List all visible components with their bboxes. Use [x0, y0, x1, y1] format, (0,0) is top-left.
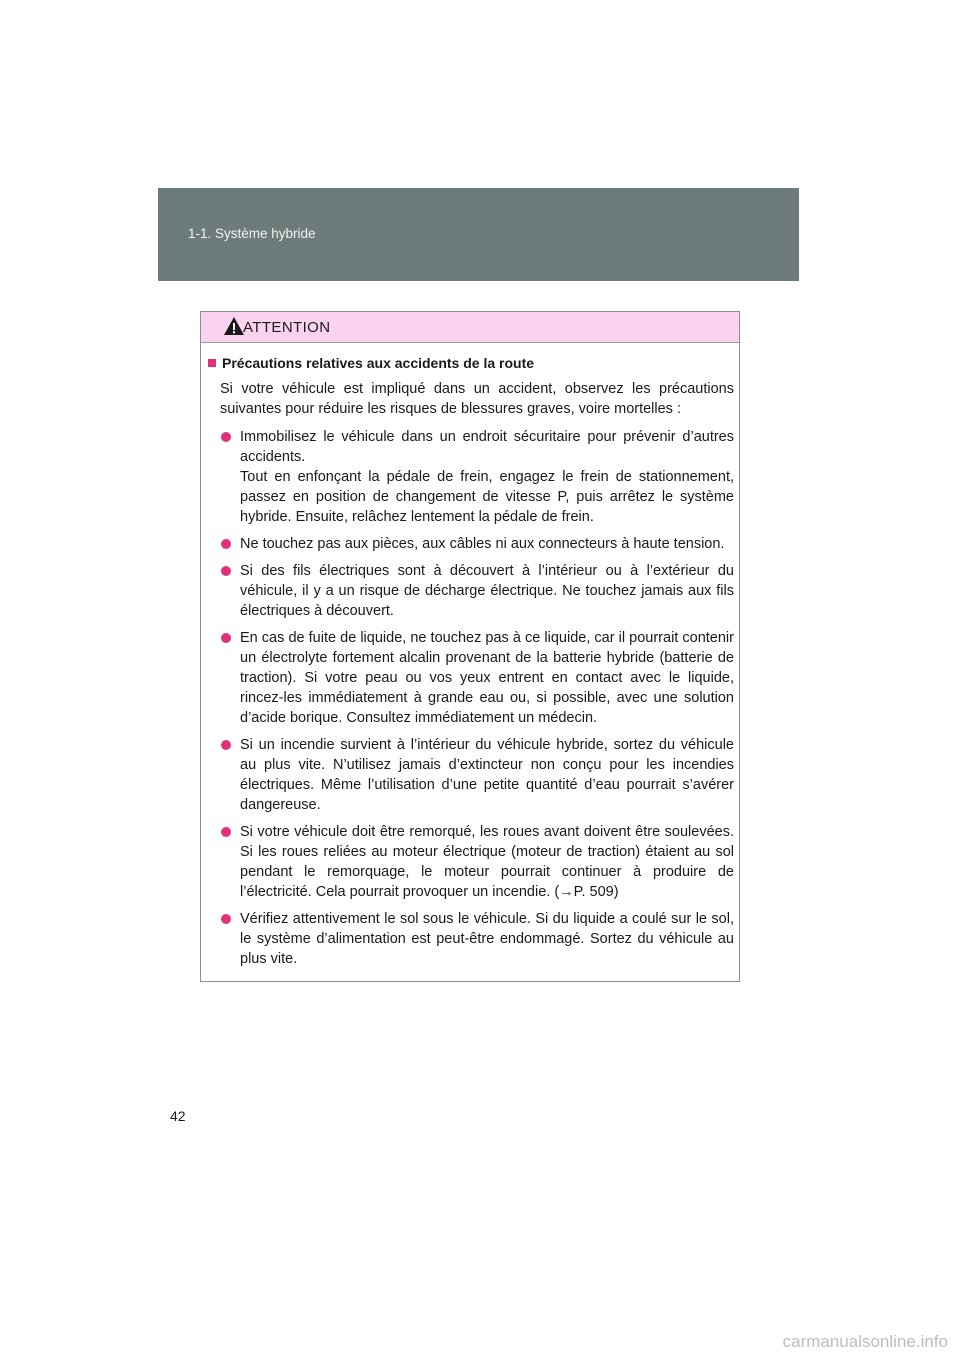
warning-intro: Si votre véhicule est impliqué dans un accident, observez les précautions suivantes pour réduire les risques de blessures graves, voire mortelles :: [220, 381, 734, 417]
warning-box: [200, 311, 740, 982]
bullet-dot-icon: [221, 633, 231, 643]
list-item: [208, 735, 734, 815]
watermark: carmanualsonline.info: [782, 1332, 948, 1351]
bullet-dot-icon: [221, 432, 231, 442]
list-item-text: Si des fils électriques sont à découvert à l’intérieur ou à l’extérieur du véhicule, il y a un risque de décharge électrique. Ne touchez jamais aux fils électriques à découvert.: [240, 563, 734, 619]
bullet-dot-icon: [221, 740, 231, 750]
bullet-dot-icon: [221, 566, 231, 576]
bullet-dot-icon: [221, 914, 231, 924]
list-item-text: Ne touchez pas aux pièces, aux câbles ni aux connecteurs à haute tension.: [240, 536, 725, 552]
list-item: [208, 909, 734, 969]
list-item-text: Vérifiez attentivement le sol sous le véhicule. Si du liquide a coulé sur le sol, le système d’alimentation est peut-être endommagé. Sortez du véhicule au plus vite.: [240, 911, 734, 967]
list-item-text: En cas de fuite de liquide, ne touchez pas à ce liquide, car il pourrait contenir un électrolyte fortement alcalin provenant de la batterie hybride (batterie de traction). Si votre peau ou vos yeux entrent en contact avec le liquide, rincez-les immédiatement à grande eau ou, si possible, avec une solution d’acide borique. Consultez immédiatement un médecin.: [240, 630, 734, 726]
square-bullet-icon: [208, 359, 216, 367]
warning-icon: [223, 316, 245, 336]
list-item: [208, 628, 734, 728]
warning-header: [201, 312, 739, 343]
list-item: [208, 561, 734, 621]
warning-title: ATTENTION: [243, 319, 331, 336]
section-header-band: [158, 188, 799, 281]
warning-subheading: [208, 355, 734, 371]
bullet-dot-icon: [221, 539, 231, 549]
precaution-list: [208, 427, 734, 969]
list-item: [208, 427, 734, 527]
subheading-text: Précautions relatives aux accidents de la route: [222, 355, 535, 371]
list-item-text: Tout en enfonçant la pédale de frein, engagez le frein de stationnement, passez en position de changement de vitesse P, puis arrêtez le système hybride. Ensuite, relâchez lentement la pédale de frein.: [240, 469, 734, 525]
list-item: [208, 534, 734, 554]
section-title: 1-1. Système hybride: [188, 226, 316, 241]
list-item: [208, 822, 734, 902]
list-item-text: Immobilisez le véhicule dans un endroit sécuritaire pour prévenir d’autres accidents.: [240, 429, 734, 465]
page-number: 42: [170, 1108, 186, 1124]
list-item-text: Si un incendie survient à l’intérieur du véhicule hybride, sortez du véhicule au plus vite. N’utilisez jamais d’extincteur non conçu pour les incendies électriques. Même l’utilisation d’une petite quantité d’eau pourrait s’avérer dangereuse.: [240, 737, 734, 813]
warning-body: [201, 343, 739, 969]
bullet-dot-icon: [221, 827, 231, 837]
list-item-text: Si votre véhicule doit être remorqué, les roues avant doivent être soulevées. Si les roues reliées au moteur électrique (moteur de traction) étaient au sol pendant le remorquage, le moteur pourrait continuer à produire de l’électricité. Cela pourrait provoquer un incendie. (→P. 509): [240, 824, 734, 900]
